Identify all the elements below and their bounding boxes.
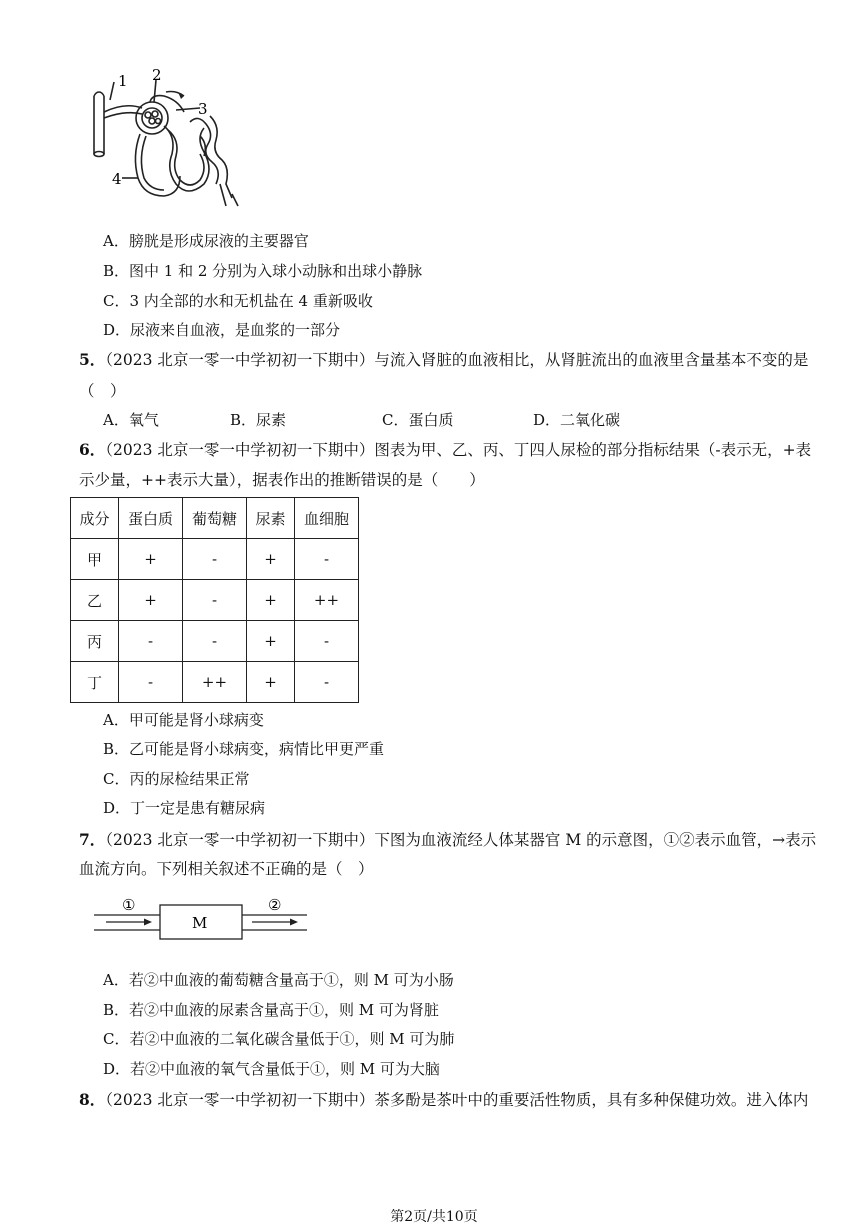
q4-option-c: C．3 内全部的水和无机盐在 4 重新吸收 xyxy=(103,292,373,310)
table-header-row xyxy=(71,498,359,539)
q7-option-a: A．若②中血液的葡萄糖含量高于①，则 M 可为小肠 xyxy=(103,971,454,989)
q5-option-d: D．二氧化碳 xyxy=(533,411,621,429)
q5-line1 xyxy=(79,348,808,370)
table-cell: + xyxy=(247,662,295,703)
q4-option-a: A．膀胱是形成尿液的主要器官 xyxy=(103,232,309,250)
table-cell: - xyxy=(295,621,359,662)
q5-option-a: A．氧气 xyxy=(103,411,159,429)
table-row xyxy=(71,539,359,580)
table-cell: 丁 xyxy=(71,662,119,703)
q6-line2: 示少量，++表示大量），据表作出的推断错误的是（ ） xyxy=(79,471,485,489)
table-row xyxy=(71,580,359,621)
table-cell: 甲 xyxy=(71,539,119,580)
vessel-label-2: ② xyxy=(268,896,282,914)
q6-option-d: D．丁一定是患有糖尿病 xyxy=(103,799,266,817)
vessel-label-1: ① xyxy=(122,896,136,914)
q8-text: （2023 北京一零一中学初初一下期中）茶多酚是茶叶中的重要活性物质，具有多种保健功效。进入体内 xyxy=(105,1091,809,1109)
q7-option-c: C．若②中血液的二氧化碳含量低于①，则 M 可为肺 xyxy=(103,1030,455,1048)
q6-line1 xyxy=(79,438,811,460)
diagram-label-1: 1 xyxy=(118,72,128,90)
organ-label-m: M xyxy=(192,914,208,932)
blood-flow-diagram-icon xyxy=(92,893,312,943)
q5-line2: （ ） xyxy=(79,382,126,400)
table-header-cell: 蛋白质 xyxy=(119,498,183,539)
table-cell: + xyxy=(119,539,183,580)
table-row xyxy=(71,662,359,703)
q5-option-b: B．尿素 xyxy=(230,411,287,429)
table-cell: - xyxy=(183,621,247,662)
table-cell: + xyxy=(247,580,295,621)
q5-option-c: C．蛋白质 xyxy=(382,411,454,429)
q7-line1 xyxy=(79,828,816,850)
q7-text: （2023 北京一零一中学初初一下期中）下图为血液流经人体某器官 M 的示意图，①②表示血管，→表示 xyxy=(105,831,817,849)
q6-option-c: C．丙的尿检结果正常 xyxy=(103,770,250,788)
table-cell: ++ xyxy=(295,580,359,621)
table-cell: - xyxy=(119,662,183,703)
table-header-cell: 葡萄糖 xyxy=(183,498,247,539)
table-row xyxy=(71,621,359,662)
q5-number: 5． xyxy=(79,350,106,369)
page-footer: 第2页/共10页 xyxy=(390,1209,478,1225)
diagram-label-2: 2 xyxy=(152,66,162,84)
table-cell: - xyxy=(295,662,359,703)
q6-option-b: B．乙可能是肾小球病变，病情比甲更严重 xyxy=(103,740,385,758)
q5-text: （2023 北京一零一中学初初一下期中）与流入肾脏的血液相比，从肾脏流出的血液里含量基本不变的是 xyxy=(105,351,809,369)
q6-option-a: A．甲可能是肾小球病变 xyxy=(103,711,264,729)
table-cell: 丙 xyxy=(71,621,119,662)
table-cell: - xyxy=(119,621,183,662)
q7-option-b: B．若②中血液的尿素含量高于①，则 M 可为肾脏 xyxy=(103,1001,439,1019)
table-cell: + xyxy=(119,580,183,621)
q4-option-b: B．图中 1 和 2 分别为入球小动脉和出球小静脉 xyxy=(103,262,423,280)
q7-line2: 血流方向。下列相关叙述不正确的是（ ） xyxy=(79,860,374,878)
table-cell: 乙 xyxy=(71,580,119,621)
table-header-cell: 尿素 xyxy=(247,498,295,539)
table-cell: - xyxy=(295,539,359,580)
diagram-label-3: 3 xyxy=(198,100,208,118)
q8-number: 8． xyxy=(79,1090,106,1109)
q6-number: 6． xyxy=(79,440,106,459)
table-cell: + xyxy=(247,621,295,662)
q6-text: （2023 北京一零一中学初初一下期中）图表为甲、乙、丙、丁四人尿检的部分指标结果（-表示无，+表 xyxy=(105,441,812,459)
table-cell: ++ xyxy=(183,662,247,703)
q4-option-d: D．尿液来自血液，是血浆的一部分 xyxy=(103,321,341,339)
q7-number: 7． xyxy=(79,830,106,849)
table-header-cell: 血细胞 xyxy=(295,498,359,539)
nephron-diagram-icon xyxy=(80,66,250,216)
q8-line1 xyxy=(79,1088,808,1110)
diagram-label-4: 4 xyxy=(112,170,122,188)
table-cell: - xyxy=(183,539,247,580)
q7-option-d: D．若②中血液的氧气含量低于①，则 M 可为大脑 xyxy=(103,1060,440,1078)
table-header-cell: 成分 xyxy=(71,498,119,539)
table-cell: + xyxy=(247,539,295,580)
urine-test-table xyxy=(70,497,359,703)
table-cell: - xyxy=(183,580,247,621)
